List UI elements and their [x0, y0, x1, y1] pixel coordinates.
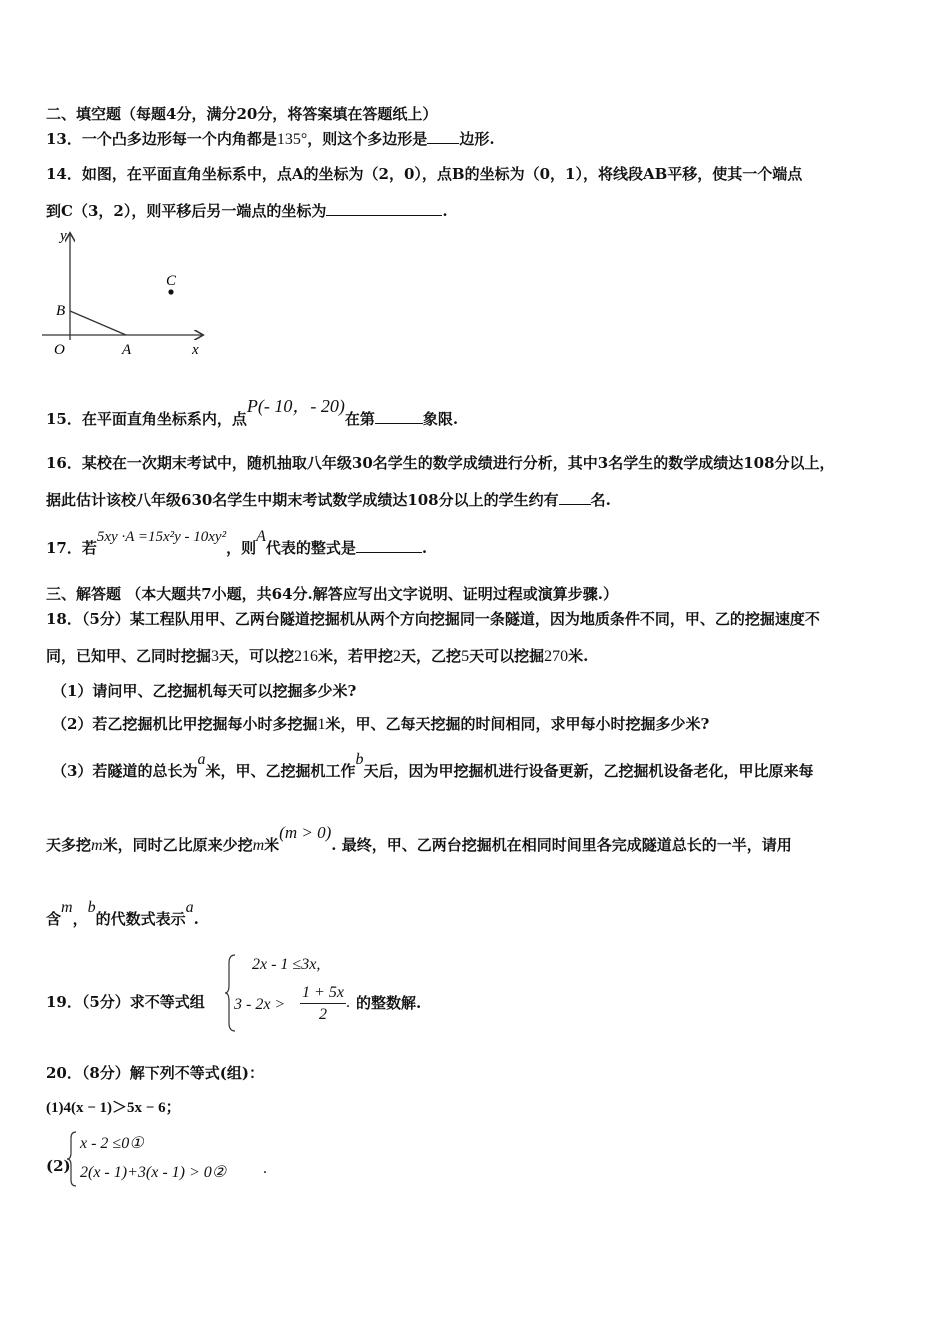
q19-dot: . — [346, 994, 350, 1011]
q13-angle: 135° — [276, 131, 308, 148]
q18-text: 米，甲、乙挖掘机工作 — [205, 762, 356, 780]
q19-inequality-2-lhs: 3 - 2x > — [234, 996, 286, 1013]
answer-blank — [375, 409, 423, 424]
question-18-line-1: 18．（5分）某工程队用甲、乙两台隧道挖掘机从两个方向挖掘同一条隧道，因为地质条件不同，甲、乙的挖掘速度不 — [46, 610, 820, 628]
question-14-line-1: 14．如图，在平面直角坐标系中，点A的坐标为（2，0），点B的坐标为（0，1），将线段AB平移，使其一个端点 — [46, 165, 803, 183]
q16-text: 据此估计该校八年级630名学生中期末考试数学成绩达108分以上的学生约有 — [46, 491, 559, 509]
var-m: m — [61, 899, 73, 916]
question-18-part-3-line-1 — [52, 751, 814, 781]
question-16-line-2 — [46, 489, 611, 510]
question-15 — [46, 396, 459, 430]
q18-text: 天，可以挖 — [219, 647, 295, 665]
question-16-line-1: 16．某校在一次期末考试中，随机抽取八年级30名学生的数学成绩进行分析，其中3名学生的数学成绩达108分以上， — [46, 454, 835, 472]
section-2-title: 二、填空题（每题4分，满分20分，将答案填在答题纸上） — [46, 105, 438, 123]
q18-text: 天可以挖掘 — [469, 647, 545, 665]
q18-num: 2 — [393, 648, 402, 665]
q18-text: （3）若隧道的总长为 — [52, 762, 198, 780]
var-b: b — [355, 751, 364, 768]
var-a: a — [185, 899, 194, 916]
q14-end: . — [442, 202, 448, 220]
q17-end: . — [421, 539, 428, 557]
y-axis-label: y — [60, 228, 67, 244]
q18-text: 含 — [46, 910, 62, 928]
q13-text-2: ，则这个多边形是 — [307, 130, 428, 148]
q20-inequality-1: x - 2 ≤0① — [80, 1135, 144, 1152]
condition-m-positive: (m > 0) — [279, 823, 332, 842]
q17-var-a: A — [256, 528, 266, 545]
segment-ab — [70, 311, 126, 335]
coordinate-figure — [40, 224, 220, 364]
q18-text: ， — [72, 910, 88, 928]
q19-numerator: 1 + 5x — [300, 984, 346, 1004]
question-20-part-1: (1)4(x − 1)＞5x − 6； — [46, 1100, 181, 1116]
answer-blank — [326, 201, 442, 216]
q18-text: 天，乙挖 — [401, 647, 462, 665]
q19-end: 的整数解. — [356, 994, 422, 1012]
q18-text: 米. — [568, 647, 589, 665]
question-18-part-1: （1）请问甲、乙挖掘机每天可以挖掘多少米? — [52, 682, 357, 700]
q18-text: 米，甲、乙每天挖掘的时间相同，求甲每小时挖掘多少米? — [325, 715, 710, 733]
section-3-title: 三、解答题 （本大题共7小题，共64分.解答应写出文字说明、证明过程或演算步骤.） — [46, 585, 618, 603]
question-18-line-2 — [46, 645, 588, 666]
question-20-title: 20．（8分）解下列不等式(组)： — [46, 1064, 265, 1082]
q17-text-2: ，则 — [226, 539, 257, 557]
q15-text-2: 在第 — [344, 410, 375, 428]
q18-text: 天后，因为甲挖掘机进行设备更新，乙挖掘机设备老化，甲比原来每 — [363, 762, 814, 780]
left-brace — [224, 953, 238, 1033]
question-18-part-3-line-3 — [46, 899, 199, 929]
var-a: a — [197, 751, 206, 768]
q20-dot: . — [263, 1160, 267, 1177]
q13-text: 13．一个凸多边形每一个内角都是 — [46, 130, 277, 148]
q18-num: 216 — [294, 648, 319, 665]
q13-end: 边形. — [459, 130, 495, 148]
var-m: m — [252, 837, 265, 854]
question-18-part-2 — [52, 713, 709, 734]
question-20-part-2-label: (2) — [46, 1157, 71, 1175]
point-b-label: B — [56, 303, 66, 319]
var-m: m — [91, 837, 103, 854]
q18-text: 米，同时乙比原来少挖 — [102, 836, 253, 854]
point-c-label: C — [166, 273, 177, 289]
q17-text-3: 代表的整式是 — [265, 539, 356, 557]
q18-text: 米 — [264, 836, 280, 854]
q19-inequality-1: 2x - 1 ≤3x, — [252, 956, 321, 973]
q18-num: 3 — [211, 648, 220, 665]
question-19-label: 19．（5分）求不等式组 — [46, 993, 205, 1011]
q18-text: . — [193, 910, 199, 928]
question-13 — [46, 128, 495, 149]
q18-text: （2）若乙挖掘机比甲挖掘每小时多挖掘 — [52, 715, 318, 733]
q18-num: 1 — [317, 716, 326, 733]
answer-blank — [559, 490, 591, 505]
q19-denominator: 2 — [319, 1006, 327, 1023]
q17-text: 17．若 — [46, 539, 97, 557]
x-axis-label: x — [192, 342, 199, 358]
q18-num: 5 — [461, 648, 470, 665]
origin-label: O — [54, 342, 65, 358]
q15-text: 15．在平面直角坐标系内，点 — [46, 410, 247, 428]
point-c — [168, 289, 173, 294]
left-brace — [66, 1131, 78, 1187]
q14-text: 到C（3，2），则平移后另一端点的坐标为 — [46, 202, 327, 220]
var-b: b — [87, 899, 96, 916]
q15-end: 象限. — [422, 410, 459, 428]
q18-text: . 最终，甲、乙两台挖掘机在相同时间里各完成隧道总长的一半，请用 — [331, 836, 792, 854]
q18-text: 米，若甲挖 — [318, 647, 394, 665]
point-p: P(- 10，- 20) — [246, 396, 345, 416]
q20-inequality-2: 2(x - 1)+3(x - 1) > 0② — [80, 1164, 227, 1181]
answer-blank — [356, 538, 422, 553]
q18-num: 270 — [544, 648, 569, 665]
answer-blank — [427, 129, 459, 144]
point-a-label: A — [122, 342, 132, 358]
q19-fraction — [300, 984, 346, 1024]
q17-formula: 5xy ·A =15x²y - 10xy² — [96, 529, 227, 545]
q18-text: 天多挖 — [46, 836, 92, 854]
question-14-line-2 — [46, 200, 448, 221]
q18-text: 同，已知甲、乙同时挖掘 — [46, 647, 212, 665]
q18-text: 的代数式表示 — [95, 910, 186, 928]
question-18-part-3-line-2 — [46, 823, 792, 855]
q16-end: 名. — [590, 491, 611, 509]
question-17 — [46, 528, 428, 558]
